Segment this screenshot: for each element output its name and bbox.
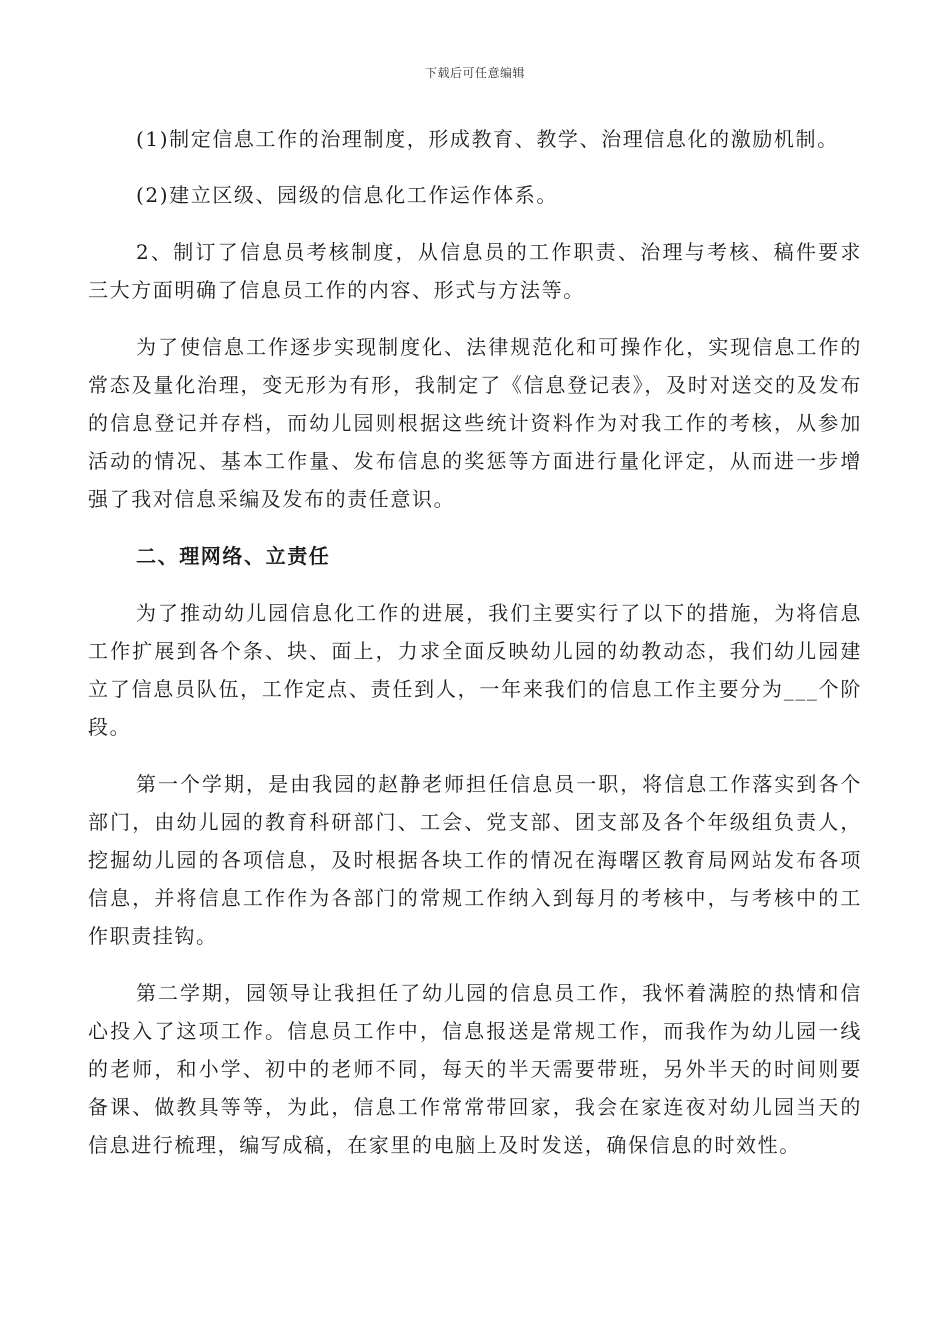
paragraph-4: 为了使信息工作逐步实现制度化、法律规范化和可操作化，实现信息工作的常态及量化治理，变无形为有形，我制定了《信息登记表》，及时对送交的及发布的信息登记并存档，而幼儿园则根据这些统计资料作为对我工作的考核，从参加活动的情况、基本工作量、发布信息的奖惩等方面进行量化评定，从而进一步增强了我对信息采编及发布的责任意识。 bbox=[88, 335, 862, 511]
page-header: 下载后可任意编辑 bbox=[424, 66, 525, 80]
section-heading: 二、理网络、立责任 bbox=[136, 544, 331, 568]
paragraph-1: (1)制定信息工作的治理制度，形成教育、教学、治理信息化的激励机制。 bbox=[136, 127, 839, 151]
paragraph-7: 第二学期，园领导让我担任了幼儿园的信息员工作，我怀着满腔的热情和信心投入了这项工作。信息员工作中，信息报送是常规工作，而我作为幼儿园一线的老师，和小学、初中的老师不同，每天的半天需要带班，另外半天的时间则要备课、做教具等等，为此，信息工作常常带回家，我会在家连夜对幼儿园当天的信息进行梳理，编写成稿，在家里的电脑上及时发送，确保信息的时效性。 bbox=[88, 981, 862, 1157]
paragraph-6: 第一个学期，是由我园的赵静老师担任信息员一职，将信息工作落实到各个部门，由幼儿园的教育科研部门、工会、党支部、团支部及各个年级组负责人，挖掘幼儿园的各项信息，及时根据各块工作的情况在海曙区教育局网站发布各项信息，并将信息工作作为各部门的常规工作纳入到每月的考核中，与考核中的工作职责挂钩。 bbox=[88, 772, 862, 948]
paragraph-5: 为了推动幼儿园信息化工作的进展，我们主要实行了以下的措施，为将信息工作扩展到各个条、块、面上，力求全面反映幼儿园的幼教动态，我们幼儿园建立了信息员队伍，工作定点、责任到人，一年来我们的信息工作主要分为___个阶段。 bbox=[88, 601, 862, 739]
document-body bbox=[88, 120, 862, 1164]
paragraph-3: 2、制订了信息员考核制度，从信息员的工作职责、治理与考核、稿件要求三大方面明确了信息员工作的内容、形式与方法等。 bbox=[88, 240, 862, 302]
paragraph-2: (2)建立区级、园级的信息化工作运作体系。 bbox=[136, 183, 558, 207]
